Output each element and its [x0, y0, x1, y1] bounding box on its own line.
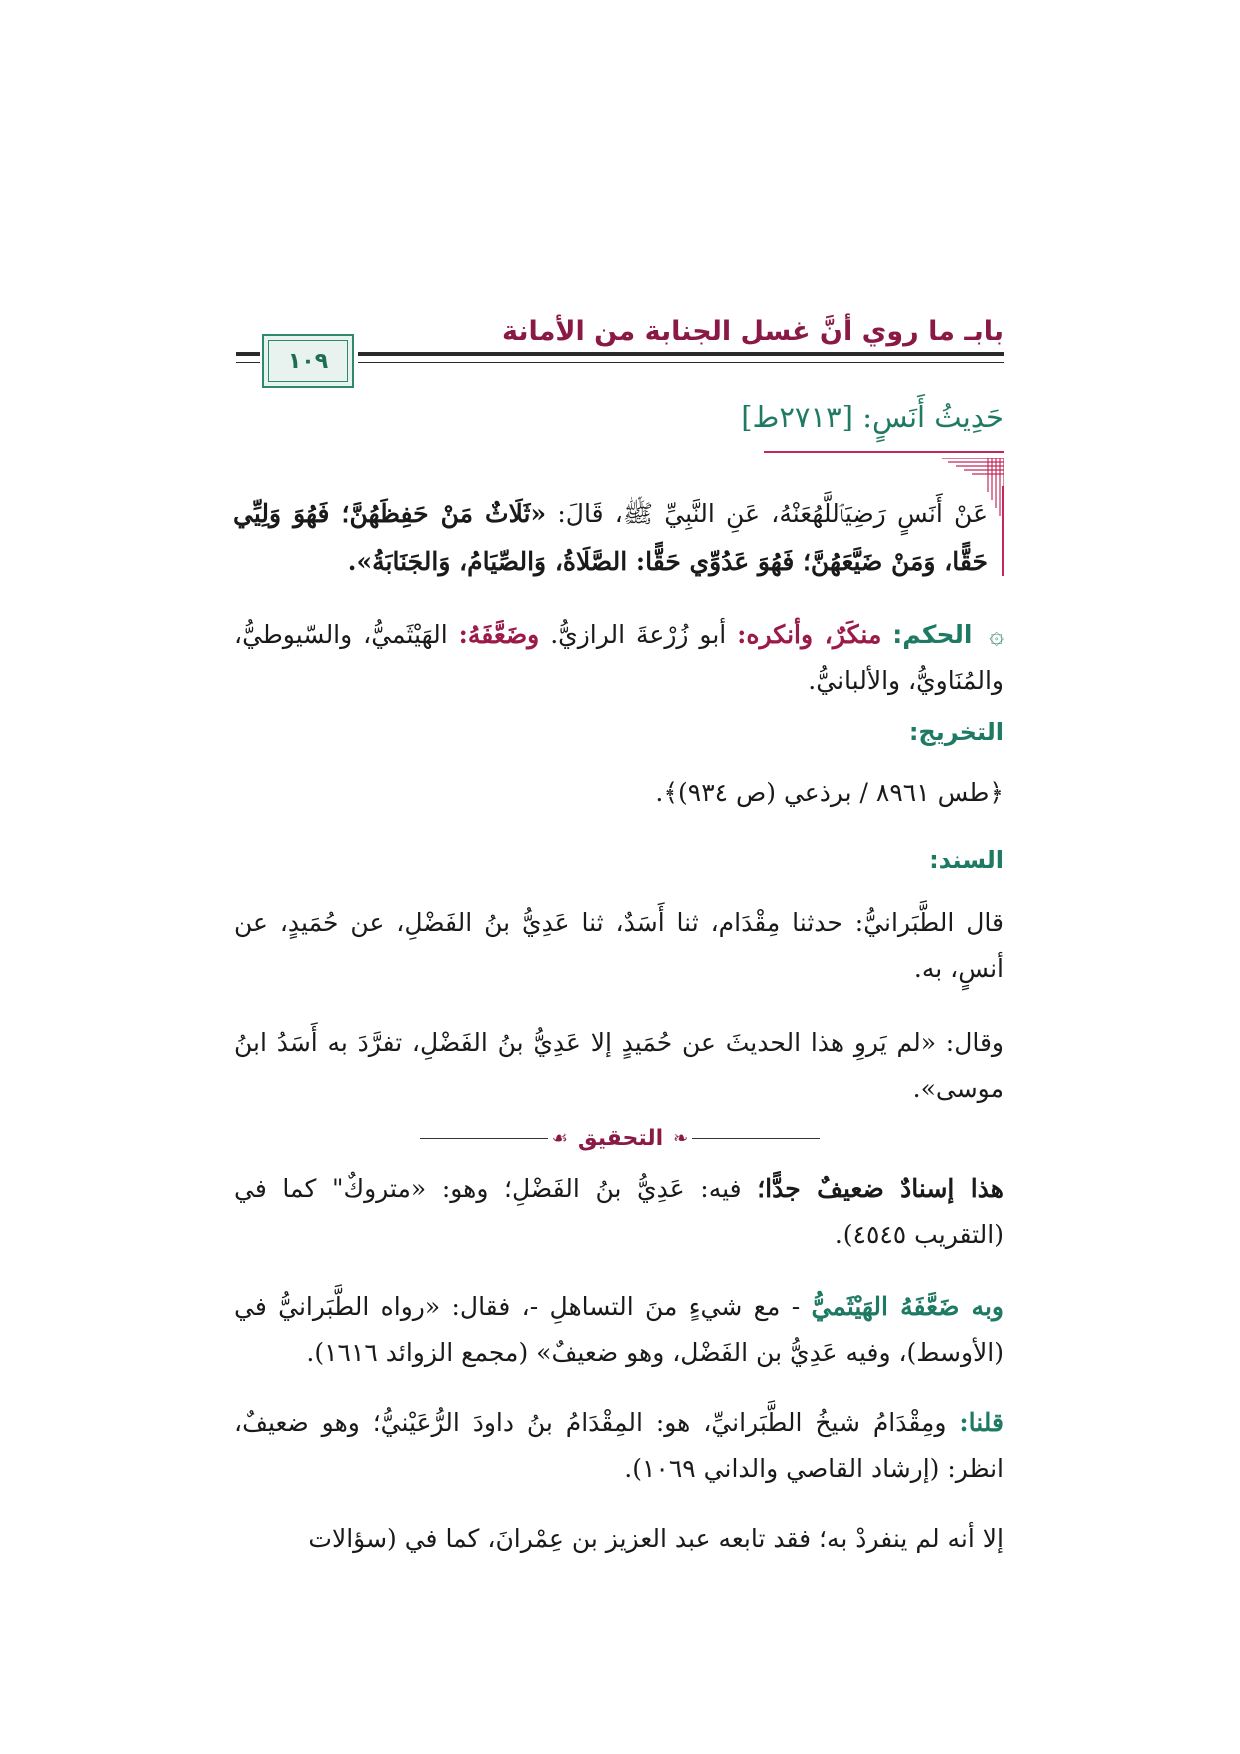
hadith-heading — [304, 400, 1004, 434]
ruling-paragraph — [234, 612, 1004, 704]
hadith-box-border — [1002, 486, 1004, 576]
ruling-part2: الهَيْثَميُّ، والسّيوطيُّ، والمُنَاويُّ، والألبانيُّ. — [234, 620, 1004, 695]
tahqiq-p3-rest: ومِقْدَامُ شيخُ الطَّبَرانيِّ، هو: المِقْدَامُ بنُ داودَ الرُّعَيْنيُّ؛ وهو ضعيفٌ، انظر: (إرشاد القاصي والداني ١٠٦٩). — [234, 1408, 1004, 1483]
hadith-reference: [٢٧١٣ط] — [741, 400, 853, 434]
chapter-title: بابـ ما روي أنَّ غسل الجنابة من الأمانة — [502, 316, 1004, 347]
ruling-weakened-label: وضَعَّفَهُ: — [458, 620, 540, 649]
header-rule-left-thin — [236, 362, 260, 363]
ruling-part1: أبو زُرْعةَ الرازيُّ. — [550, 620, 727, 649]
ruling-label: الحكم: — [892, 620, 973, 649]
sanad-heading: السند: — [929, 846, 1004, 874]
tahqiq-p2-lead: وبه ضَعَّفَهُ الهَيْثَميُّ — [811, 1292, 1004, 1321]
divider-line-right — [692, 1138, 820, 1139]
sanad-paragraph-1: قال الطَّبَرانيُّ: حدثنا مِقْدَام، ثنا أَسَدٌ، ثنا عَدِيُّ بنُ الفَضْلِ، عن حُمَيدٍ، عن أنسٍ، به. — [234, 908, 1004, 983]
sanad-paragraph-2: وقال: «لم يَروِ هذا الحديثَ عن حُمَيدٍ إلا عَدِيُّ بنُ الفَضْلِ، تفرَّدَ به أَسَدُ ابنُ موسى». — [234, 1028, 1004, 1103]
hadith-title: حَدِيثُ أَنَسٍ: — [862, 400, 1004, 434]
header-rule-left — [236, 352, 260, 356]
divider-line-left — [420, 1138, 548, 1139]
takhrij-text: ﴿طس ٨٩٦١ / برذعي (ص ٩٣٤)﴾. — [655, 778, 1004, 807]
ruling-icon: ۞ — [989, 620, 1005, 649]
tahqiq-paragraph-1 — [234, 1166, 1004, 1258]
takhrij-heading: التخريج: — [908, 718, 1004, 746]
page-number-badge — [262, 334, 354, 388]
heading-underline — [764, 451, 1004, 453]
tahqiq-p1-rest: فيه: عَدِيُّ بنُ الفَضْلِ؛ وهو: «متروكٌ" كما في (التقريب ٤٥٤٥). — [234, 1174, 1004, 1249]
divider-ornament-left-icon: ☙ — [551, 1127, 568, 1149]
ruling-verdict: منكَرٌ، وأنكره: — [737, 620, 882, 649]
tahqiq-p1-bold: هذا إسنادٌ ضعيفٌ جدًّا؛ — [757, 1174, 1004, 1203]
hadith-narration-intro: عَنْ أَنَسٍ رَضِيَٱللَّهُعَنْهُ، عَنِ النَّبِيِّ ﷺ، قَالَ: — [557, 499, 988, 528]
tahqiq-p2-rest: - مع شيءٍ منَ التساهلِ -، فقال: «رواه الطَّبَرانيُّ في (الأوسط)، وفيه عَدِيُّ بن الفَضْل، وهو ضعيفٌ» (مجمع الزوائد ١٦١٦). — [234, 1292, 1004, 1367]
header-rule-right — [358, 352, 1004, 356]
header-rule-right-thin — [358, 362, 1004, 363]
divider-ornament-right-icon: ❧ — [673, 1127, 689, 1149]
hadith-narration-quote: «ثَلَاثٌ مَنْ حَفِظَهُنَّ؛ فَهُوَ وَلِيِّي حَقًّا، وَمَنْ ضَيَّعَهُنَّ؛ فَهُوَ عَدُوِّي حَقًّا: الصَّلَاةُ، وَالصِّيَامُ، وَالجَنَابَةُ». — [233, 499, 988, 576]
tahqiq-heading: التحقيق — [577, 1125, 664, 1151]
page-number: ١٠٩ — [287, 348, 329, 374]
tahqiq-p3-lead: قلنا: — [959, 1408, 1004, 1437]
tahqiq-paragraph-3 — [234, 1400, 1004, 1492]
tahqiq-paragraph-4: إلا أنه لم ينفردْ به؛ فقد تابعه عبد العزيز بن عِمْرانَ، كما في (سؤالات — [308, 1524, 1004, 1553]
tahqiq-paragraph-2 — [234, 1284, 1004, 1376]
hadith-text — [233, 490, 988, 586]
tahqiq-divider — [420, 1118, 820, 1158]
